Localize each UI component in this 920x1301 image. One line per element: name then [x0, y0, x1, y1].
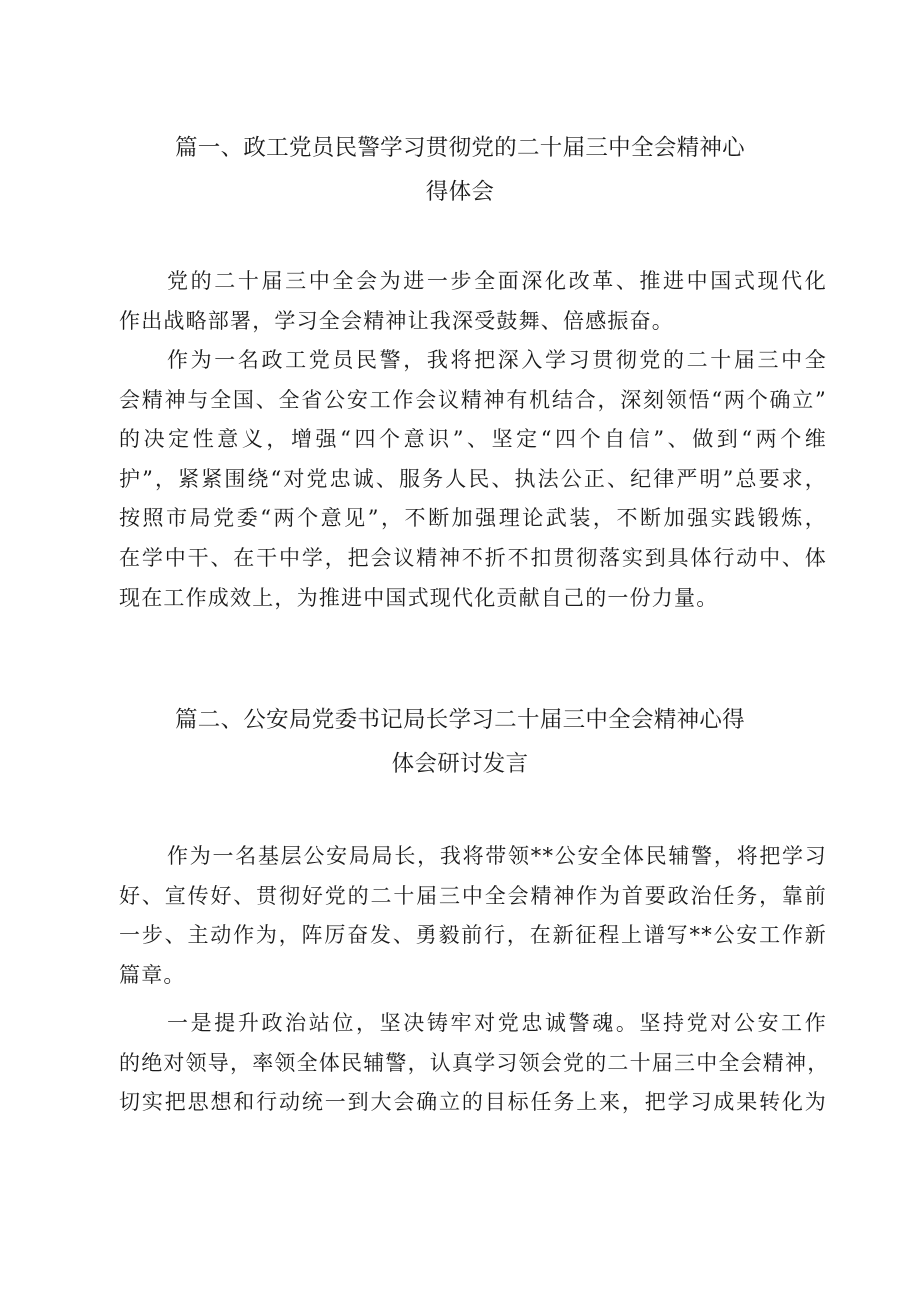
section-2-title — [0, 698, 920, 786]
text-line: 会精神与全国、全省公安工作会议精神有机结合，深刻领悟“两个确立” — [119, 387, 827, 412]
text-line: 作为一名政工党员民警，我将把深入学习贯彻党的二十届三中全 — [167, 348, 827, 372]
section-2-title-line: 篇二、公安局党委书记局长学习二十届三中全会精神心得 — [174, 707, 745, 733]
text-line: 作为一名基层公安局局长，我将带领**公安全体民辅警，将把学习 — [167, 844, 827, 868]
section-1-paragraph-2 — [119, 341, 827, 618]
text-line: 一是提升政治站位，坚决铸牢对党忠诚警魂。坚持党对公安工作 — [167, 1011, 827, 1035]
text-line: 的决定性意义，增强“四个意识”、坚定“四个自信”、做到“两个维 — [119, 427, 827, 452]
text-line: 的绝对领导，率领全体民辅警，认真学习领会党的二十届三中全会精神， — [119, 1050, 830, 1075]
section-1-title-line: 篇一、政工党员民警学习贯彻党的二十届三中全会精神心 — [174, 135, 745, 161]
text-line: 好、宣传好、贯彻好党的二十届三中全会精神作为首要政治任务，靠前 — [119, 883, 827, 908]
section-2-title-line: 体会研讨发言 — [391, 751, 529, 777]
text-line: 现在工作成效上，为推进中国式现代化贡献自己的一份力量。 — [119, 585, 719, 610]
section-1-title — [0, 126, 920, 214]
text-line: 一步、主动作为，阵厉奋发、勇毅前行，在新征程上谱写**公安工作新 — [119, 923, 827, 948]
text-line: 党的二十届三中全会为进一步全面深化改革、推进中国式现代化 — [167, 269, 827, 293]
section-2-paragraph-2 — [119, 1004, 830, 1123]
section-1-title-line: 得体会 — [425, 179, 495, 205]
text-line: 作出战略部署，学习全会精神让我深受鼓舞、倍感振奋。 — [119, 308, 674, 333]
text-line: 按照市局党委“两个意见”，不断加强理论武装，不断加强实践锻炼， — [119, 506, 827, 531]
text-line: 篇章。 — [119, 962, 186, 987]
text-line: 护”，紧紧围绕“对党忠诚、服务人民、执法公正、纪律严明”总要求， — [119, 466, 827, 491]
text-line: 切实把思想和行动统一到大会确立的目标任务上来，把学习成果转化为 — [119, 1090, 827, 1115]
section-2-paragraph-1 — [119, 837, 827, 995]
text-line: 在学中干、在干中学，把会议精神不折不扣贯彻落实到具体行动中、体 — [119, 545, 827, 570]
section-1-paragraph-1 — [119, 262, 827, 341]
